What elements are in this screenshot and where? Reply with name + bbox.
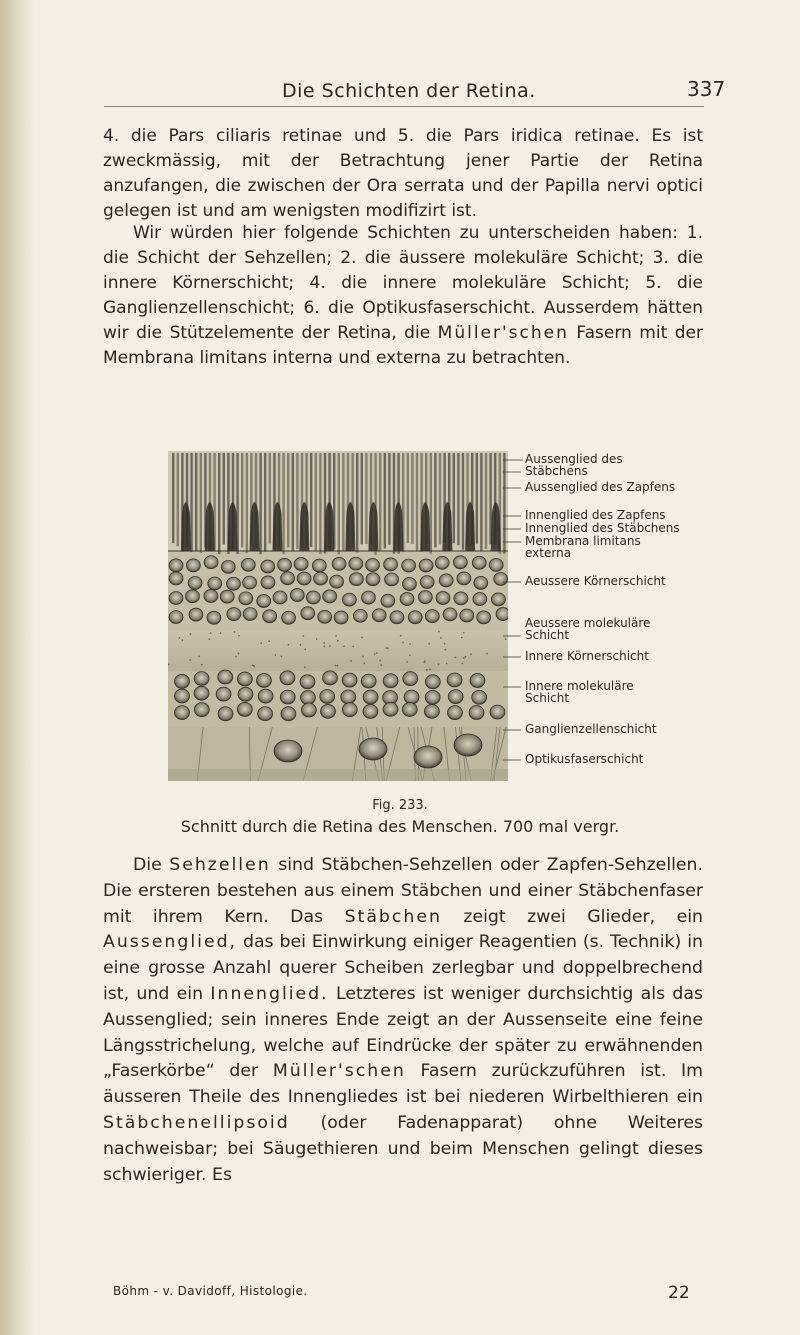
- plexiform-speck: [182, 639, 184, 641]
- outer-nucleus: [443, 608, 457, 621]
- plexiform-speck: [461, 663, 463, 665]
- plexiform-speck: [445, 649, 447, 651]
- rod-segment: [269, 453, 271, 544]
- footer-signature: Böhm - v. Davidoff, Histologie.: [113, 1284, 308, 1298]
- outer-nucleus: [169, 611, 183, 624]
- plexiform-speck: [275, 654, 277, 656]
- rod-segment: [218, 453, 220, 554]
- outer-nucleus: [439, 574, 453, 587]
- p2-text: Wir würden hier folgende Schichten zu unterscheiden haben: 1. die Schicht der Sehzellen; 2. die äussere molekuläre Schicht; 3. die innere Körnerschicht; 4. die innere molekuläre Schicht; 5. die Ganglienzellenschicht; 6. die Optikusfaserschicht. Ausserdem hätten wir die Stützelemente der Retina, die: [103, 223, 703, 343]
- plexiform-speck: [461, 637, 463, 639]
- plexiform-speck: [304, 648, 306, 650]
- outer-nucleus: [400, 592, 414, 605]
- inner-nucleus: [402, 702, 417, 716]
- plexiform-speck: [337, 665, 339, 667]
- plexiform-speck: [253, 665, 255, 667]
- outer-nucleus: [306, 591, 320, 604]
- label-inner-segment-cone: Innenglied des Zapfens: [525, 508, 666, 522]
- plexiform-speck: [302, 635, 304, 637]
- inner-nucleus: [383, 674, 398, 688]
- plexiform-speck: [323, 646, 325, 648]
- plexiform-speck: [238, 635, 240, 637]
- plexiform-speck: [337, 640, 339, 642]
- outer-nucleus: [169, 559, 183, 572]
- plexiform-speck: [201, 664, 203, 666]
- plexiform-speck: [220, 632, 222, 634]
- outer-nucleus: [390, 611, 404, 624]
- outer-nucleus: [477, 611, 491, 624]
- outer-nucleus: [473, 592, 487, 605]
- term-aussenglied: Aussenglied,: [103, 932, 238, 953]
- plexiform-speck: [352, 646, 354, 648]
- p2-text-end: Fasern mit der Membrana limitans interna und externa zu betrachten.: [103, 323, 703, 368]
- plexiform-speck: [438, 631, 440, 633]
- outer-nucleus: [263, 610, 277, 623]
- plexiform-speck: [455, 656, 457, 658]
- label-inner-segment-rod: Innenglied des Stäbchens: [525, 521, 680, 535]
- inner-nucleus: [238, 687, 253, 701]
- rod-segment: [476, 453, 478, 544]
- outer-nucleus: [453, 556, 467, 569]
- rod-segment: [223, 453, 225, 544]
- outer-nucleus: [402, 577, 416, 590]
- outer-nucleus: [294, 557, 308, 570]
- plexiform-speck: [409, 654, 411, 656]
- inner-nucleus: [175, 689, 190, 703]
- outer-nucleus: [227, 608, 241, 621]
- plexiform-speck: [426, 669, 428, 671]
- inner-nucleus: [363, 690, 378, 704]
- term-innenglied: Innenglied.: [210, 983, 329, 1004]
- figure-labels: [505, 451, 745, 791]
- plexiform-speck: [334, 665, 336, 667]
- ganglion-cell: [274, 740, 302, 762]
- outer-nucleus: [349, 573, 363, 586]
- outer-nucleus: [257, 594, 271, 607]
- plexiform-speck: [406, 661, 408, 663]
- inner-nucleus: [280, 671, 295, 685]
- inner-nucleus: [175, 674, 190, 688]
- rod-segment: [310, 453, 312, 547]
- term-sehzellen: Sehzellen: [169, 855, 271, 875]
- label-limitans-externa: Membrana limitans: [525, 534, 641, 548]
- outer-nucleus: [402, 559, 416, 572]
- inner-nucleus: [342, 703, 357, 717]
- label-outer-segment-rod: Aussenglied des: [525, 452, 623, 466]
- outer-nucleus: [186, 559, 200, 572]
- ganglion-cell: [414, 746, 442, 768]
- rod-segment: [342, 453, 344, 551]
- body-t3: zeigt zwei Glieder, ein: [441, 906, 703, 927]
- rod-segment: [384, 453, 386, 548]
- inner-nucleus: [175, 706, 190, 720]
- outer-nucleus: [261, 560, 275, 573]
- inner-nucleus: [425, 675, 440, 689]
- outer-nucleus: [349, 557, 363, 570]
- label-inner-plexiform-word: Schicht: [525, 691, 570, 705]
- outer-nucleus: [188, 576, 202, 589]
- body-t6: Fasern zurückzuführen ist. Im äusseren Theile des Innengliedes ist bei niederen Wirbelthieren ein: [103, 1061, 703, 1108]
- body-t7: (oder Fadenapparat) ohne Weiteres nachweisbar; bei Säugethieren und beim Menschen gelingt dieses schwieriger. Es: [103, 1112, 703, 1185]
- outer-nucleus: [243, 576, 257, 589]
- plexiform-speck: [486, 653, 488, 655]
- plexiform-speck: [440, 637, 442, 639]
- inner-nucleus: [383, 702, 398, 716]
- rod-segment: [434, 453, 436, 547]
- plexiform-speck: [463, 657, 465, 659]
- outer-nucleus: [457, 572, 471, 585]
- inner-nucleus: [216, 687, 231, 701]
- plexiform-speck: [470, 653, 472, 655]
- inner-nucleus: [237, 672, 252, 686]
- plexiform-speck: [438, 663, 440, 665]
- outer-nucleus: [420, 576, 434, 589]
- inner-nucleus: [322, 671, 337, 685]
- rod-segment: [190, 453, 192, 552]
- outer-nucleus: [169, 572, 183, 585]
- ganglion-cell: [454, 734, 482, 756]
- rod-segment: [356, 453, 358, 553]
- rod-segment: [407, 453, 409, 543]
- inner-nucleus: [424, 704, 439, 718]
- outer-nucleus: [314, 572, 328, 585]
- body-t5: Letzteres ist weniger durchsichtig als das Aussenglied; sein inneres Ende zeigt an der Aussenseite eine feine Längsstrichelung, welche auf Eindrücke der später zu erwähnenden „Faserkörbe“ der: [103, 983, 703, 1082]
- rod-segment: [361, 453, 363, 544]
- plexiform-speck: [329, 645, 331, 647]
- label-inner-plexiform: Innere molekuläre: [525, 679, 634, 693]
- plexiform-speck: [361, 637, 363, 639]
- ganglion-cell: [359, 738, 387, 760]
- body-t1: Die: [133, 855, 170, 875]
- inner-nucleus: [404, 690, 419, 704]
- plexiform-speck: [323, 642, 325, 644]
- outer-nucleus: [297, 572, 311, 585]
- intro-paragraph-2: [103, 221, 703, 371]
- label-leader-lines: [501, 451, 525, 791]
- term-ellipsoid: Stäbchenellipsoid: [103, 1112, 290, 1133]
- body-t4: das bei Einwirkung einiger Reagentien (s. Technik) in eine grosse Anzahl querer Scheiben zerlegbar und doppelbrechend ist, und ein: [103, 932, 703, 1004]
- rod-segment: [379, 453, 381, 551]
- p2-name: Müller'schen: [437, 323, 569, 343]
- plexiform-speck: [189, 659, 191, 661]
- inner-nucleus: [218, 707, 233, 721]
- inner-nucleus: [218, 670, 233, 684]
- rod-segment: [416, 453, 418, 550]
- inner-nucleus: [280, 690, 295, 704]
- rod-segment: [480, 453, 482, 551]
- plexiform-speck: [386, 647, 388, 649]
- rod-segment: [195, 453, 197, 551]
- inner-nucleus: [258, 707, 273, 721]
- outer-nucleus: [220, 590, 234, 603]
- plexiform-speck: [409, 643, 411, 645]
- outer-nucleus: [241, 558, 255, 571]
- outer-nucleus: [381, 594, 395, 607]
- rod-segment: [246, 453, 248, 553]
- inner-nucleus: [258, 689, 273, 703]
- plexiform-speck: [400, 635, 402, 637]
- rod-segment: [439, 453, 441, 544]
- inner-nucleus: [341, 690, 356, 704]
- rod-segment: [319, 453, 321, 554]
- inner-nucleus: [470, 674, 485, 688]
- plexiform-speck: [350, 660, 352, 662]
- page-edge-shadow: [0, 0, 34, 1335]
- inner-nucleus: [361, 674, 376, 688]
- inner-nucleus: [403, 672, 418, 686]
- body-t2: sind Stäbchen-Sehzellen oder Zapfen-Sehzellen. Die ersteren bestehen aus einem Stäbchen und einer Stäbchenfaser mit ihrem Kern. Das: [103, 855, 703, 927]
- rod-segment: [462, 453, 464, 550]
- inner-nucleus: [256, 673, 271, 687]
- plexiform-speck: [268, 640, 270, 642]
- plexiform-speck: [235, 656, 237, 658]
- figure-number: Fig. 233.: [372, 798, 428, 813]
- retina-illustration: [168, 451, 508, 781]
- plexiform-speck: [335, 635, 337, 637]
- plexiform-speck: [280, 655, 282, 657]
- plexiform-speck: [363, 663, 365, 665]
- rod-segment: [453, 453, 455, 543]
- outer-nucleus: [418, 591, 432, 604]
- inner-nucleus: [281, 707, 296, 721]
- rod-segment: [296, 453, 298, 549]
- inner-nucleus: [448, 690, 463, 704]
- plexiform-speck: [288, 644, 290, 646]
- inner-nucleus: [320, 689, 335, 703]
- outer-nucleus: [408, 611, 422, 624]
- label-inner-nuclear: Innere Körnerschicht: [525, 649, 649, 663]
- plexiform-speck: [376, 652, 378, 654]
- plexiform-speck: [208, 638, 210, 640]
- outer-nucleus: [436, 591, 450, 604]
- label-externa-word: externa: [525, 546, 572, 560]
- plexiform-speck: [463, 632, 465, 634]
- plexiform-speck: [380, 664, 382, 666]
- plexiform-speck: [343, 645, 345, 647]
- plexiform-speck: [299, 644, 301, 646]
- inner-nucleus: [300, 675, 315, 689]
- plexiform-speck: [379, 660, 381, 662]
- outer-nucleus: [221, 560, 235, 573]
- inner-nucleus: [320, 704, 335, 718]
- outer-nucleus: [189, 608, 203, 621]
- header-rule: [104, 106, 704, 107]
- plexiform-speck: [429, 669, 431, 671]
- outer-nucleus: [208, 577, 222, 590]
- inner-nucleus: [301, 703, 316, 717]
- term-staebchen: Stäbchen: [344, 906, 442, 927]
- rod-segment: [259, 453, 261, 554]
- rod-segment: [241, 453, 243, 547]
- rod-segment: [388, 453, 390, 545]
- label-outer-plexiform: Aeussere molekuläre: [525, 616, 651, 630]
- rod-segment: [338, 453, 340, 554]
- outer-nucleus: [419, 559, 433, 572]
- outer-nucleus: [334, 611, 348, 624]
- outer-nucleus: [226, 577, 240, 590]
- rod-segment: [315, 453, 317, 550]
- running-header: Die Schichten der Retina.: [282, 80, 536, 102]
- outer-nucleus: [435, 556, 449, 569]
- outer-nucleus: [460, 609, 474, 622]
- retina-drawing: [168, 451, 508, 781]
- plexiform-speck: [304, 666, 306, 668]
- outer-nucleus: [278, 558, 292, 571]
- rod-segment: [177, 453, 179, 546]
- rod-segment: [457, 453, 459, 545]
- outer-nucleus: [290, 589, 304, 602]
- outer-nucleus: [185, 590, 199, 603]
- inner-nucleus: [194, 686, 209, 700]
- outer-nucleus: [384, 558, 398, 571]
- outer-nucleus: [281, 572, 295, 585]
- inner-nucleus: [194, 672, 209, 686]
- outer-nucleus: [169, 592, 183, 605]
- plexiform-speck: [198, 655, 200, 657]
- footer-sheet-number: 22: [668, 1283, 690, 1303]
- rod-segment: [411, 453, 413, 544]
- plexiform-speck: [210, 632, 212, 634]
- outer-nucleus: [353, 609, 367, 622]
- plexiform-speck: [423, 661, 425, 663]
- outer-nucleus: [204, 556, 218, 569]
- outer-nucleus: [385, 573, 399, 586]
- inner-nucleus: [447, 673, 462, 687]
- plexiform-speck: [374, 653, 376, 655]
- rod-segment: [200, 453, 202, 553]
- outer-nucleus: [318, 610, 332, 623]
- outer-nucleus: [239, 592, 253, 605]
- term-mueller: Müller'schen: [272, 1061, 406, 1082]
- plexiform-speck: [444, 643, 446, 645]
- outer-nucleus: [207, 611, 221, 624]
- label-ganglion-layer: Ganglienzellenschicht: [525, 722, 657, 736]
- outer-nucleus: [366, 558, 380, 571]
- outer-nucleus: [301, 607, 315, 620]
- outer-nucleus: [273, 591, 287, 604]
- inner-nucleus: [425, 690, 440, 704]
- plexiform-speck: [402, 642, 404, 644]
- outer-nucleus: [454, 592, 468, 605]
- rod-segment: [172, 453, 174, 543]
- plexiform-speck: [446, 663, 448, 665]
- rod-segment: [485, 453, 487, 549]
- outer-nucleus: [332, 557, 346, 570]
- rod-segment: [287, 453, 289, 547]
- outer-nucleus: [204, 590, 218, 603]
- intro-paragraph-1: 4. die Pars ciliaris retinae und 5. die Pars iridica retinae. Es ist zweckmässig, mit der Betrachtung jener Partie der Retina anzufangen, die zwischen der Ora serrata und der Papilla nervi optici gelegen ist und am wenigsten modifizirt ist.: [103, 126, 703, 221]
- outer-nucleus: [342, 593, 356, 606]
- outer-nucleus: [323, 590, 337, 603]
- plexiform-speck: [464, 656, 466, 658]
- inner-nucleus: [194, 703, 209, 717]
- inner-nucleus: [472, 690, 487, 704]
- plexiform-speck: [234, 631, 236, 633]
- plexiform-speck: [190, 633, 192, 635]
- plexiform-speck: [260, 642, 262, 644]
- rod-segment: [365, 453, 367, 544]
- body-paragraph: [103, 853, 703, 1188]
- plexiform-speck: [428, 643, 430, 645]
- outer-nucleus: [282, 611, 296, 624]
- page-number: 337: [687, 77, 726, 101]
- inner-nucleus: [342, 673, 357, 687]
- rod-segment: [292, 453, 294, 551]
- label-rod-word: Stäbchens: [525, 464, 588, 478]
- outer-nucleus: [425, 610, 439, 623]
- inner-nucleus: [300, 691, 315, 705]
- plexiform-speck: [316, 638, 318, 640]
- rod-segment: [264, 453, 266, 552]
- outer-nucleus: [243, 608, 257, 621]
- rod-segment: [282, 453, 284, 554]
- outer-nucleus: [361, 591, 375, 604]
- outer-nucleus: [330, 575, 344, 588]
- outer-nucleus: [261, 576, 275, 589]
- inner-nucleus: [363, 704, 378, 718]
- outer-nucleus: [474, 576, 488, 589]
- label-plexiform-word: Schicht: [525, 628, 570, 642]
- label-optic-fiber-layer: Optikusfaserschicht: [525, 752, 644, 766]
- outer-nucleus: [472, 556, 486, 569]
- outer-nucleus: [366, 573, 380, 586]
- plexiform-speck: [178, 637, 180, 639]
- inner-nucleus: [469, 706, 484, 720]
- inner-nucleus: [447, 706, 462, 720]
- outer-nucleus: [312, 559, 326, 572]
- plexiform-speck: [238, 653, 240, 655]
- label-outer-nuclear: Aeussere Körnerschicht: [525, 574, 666, 588]
- label-outer-segment-cone: Aussenglied des Zapfens: [525, 480, 676, 494]
- inner-nucleus: [237, 702, 252, 716]
- outer-nucleus: [372, 609, 386, 622]
- plexiform-speck: [362, 656, 364, 658]
- figure-caption: Schnitt durch die Retina des Menschen. 700 mal vergr.: [180, 817, 620, 836]
- optic-fiber-band: [168, 769, 508, 781]
